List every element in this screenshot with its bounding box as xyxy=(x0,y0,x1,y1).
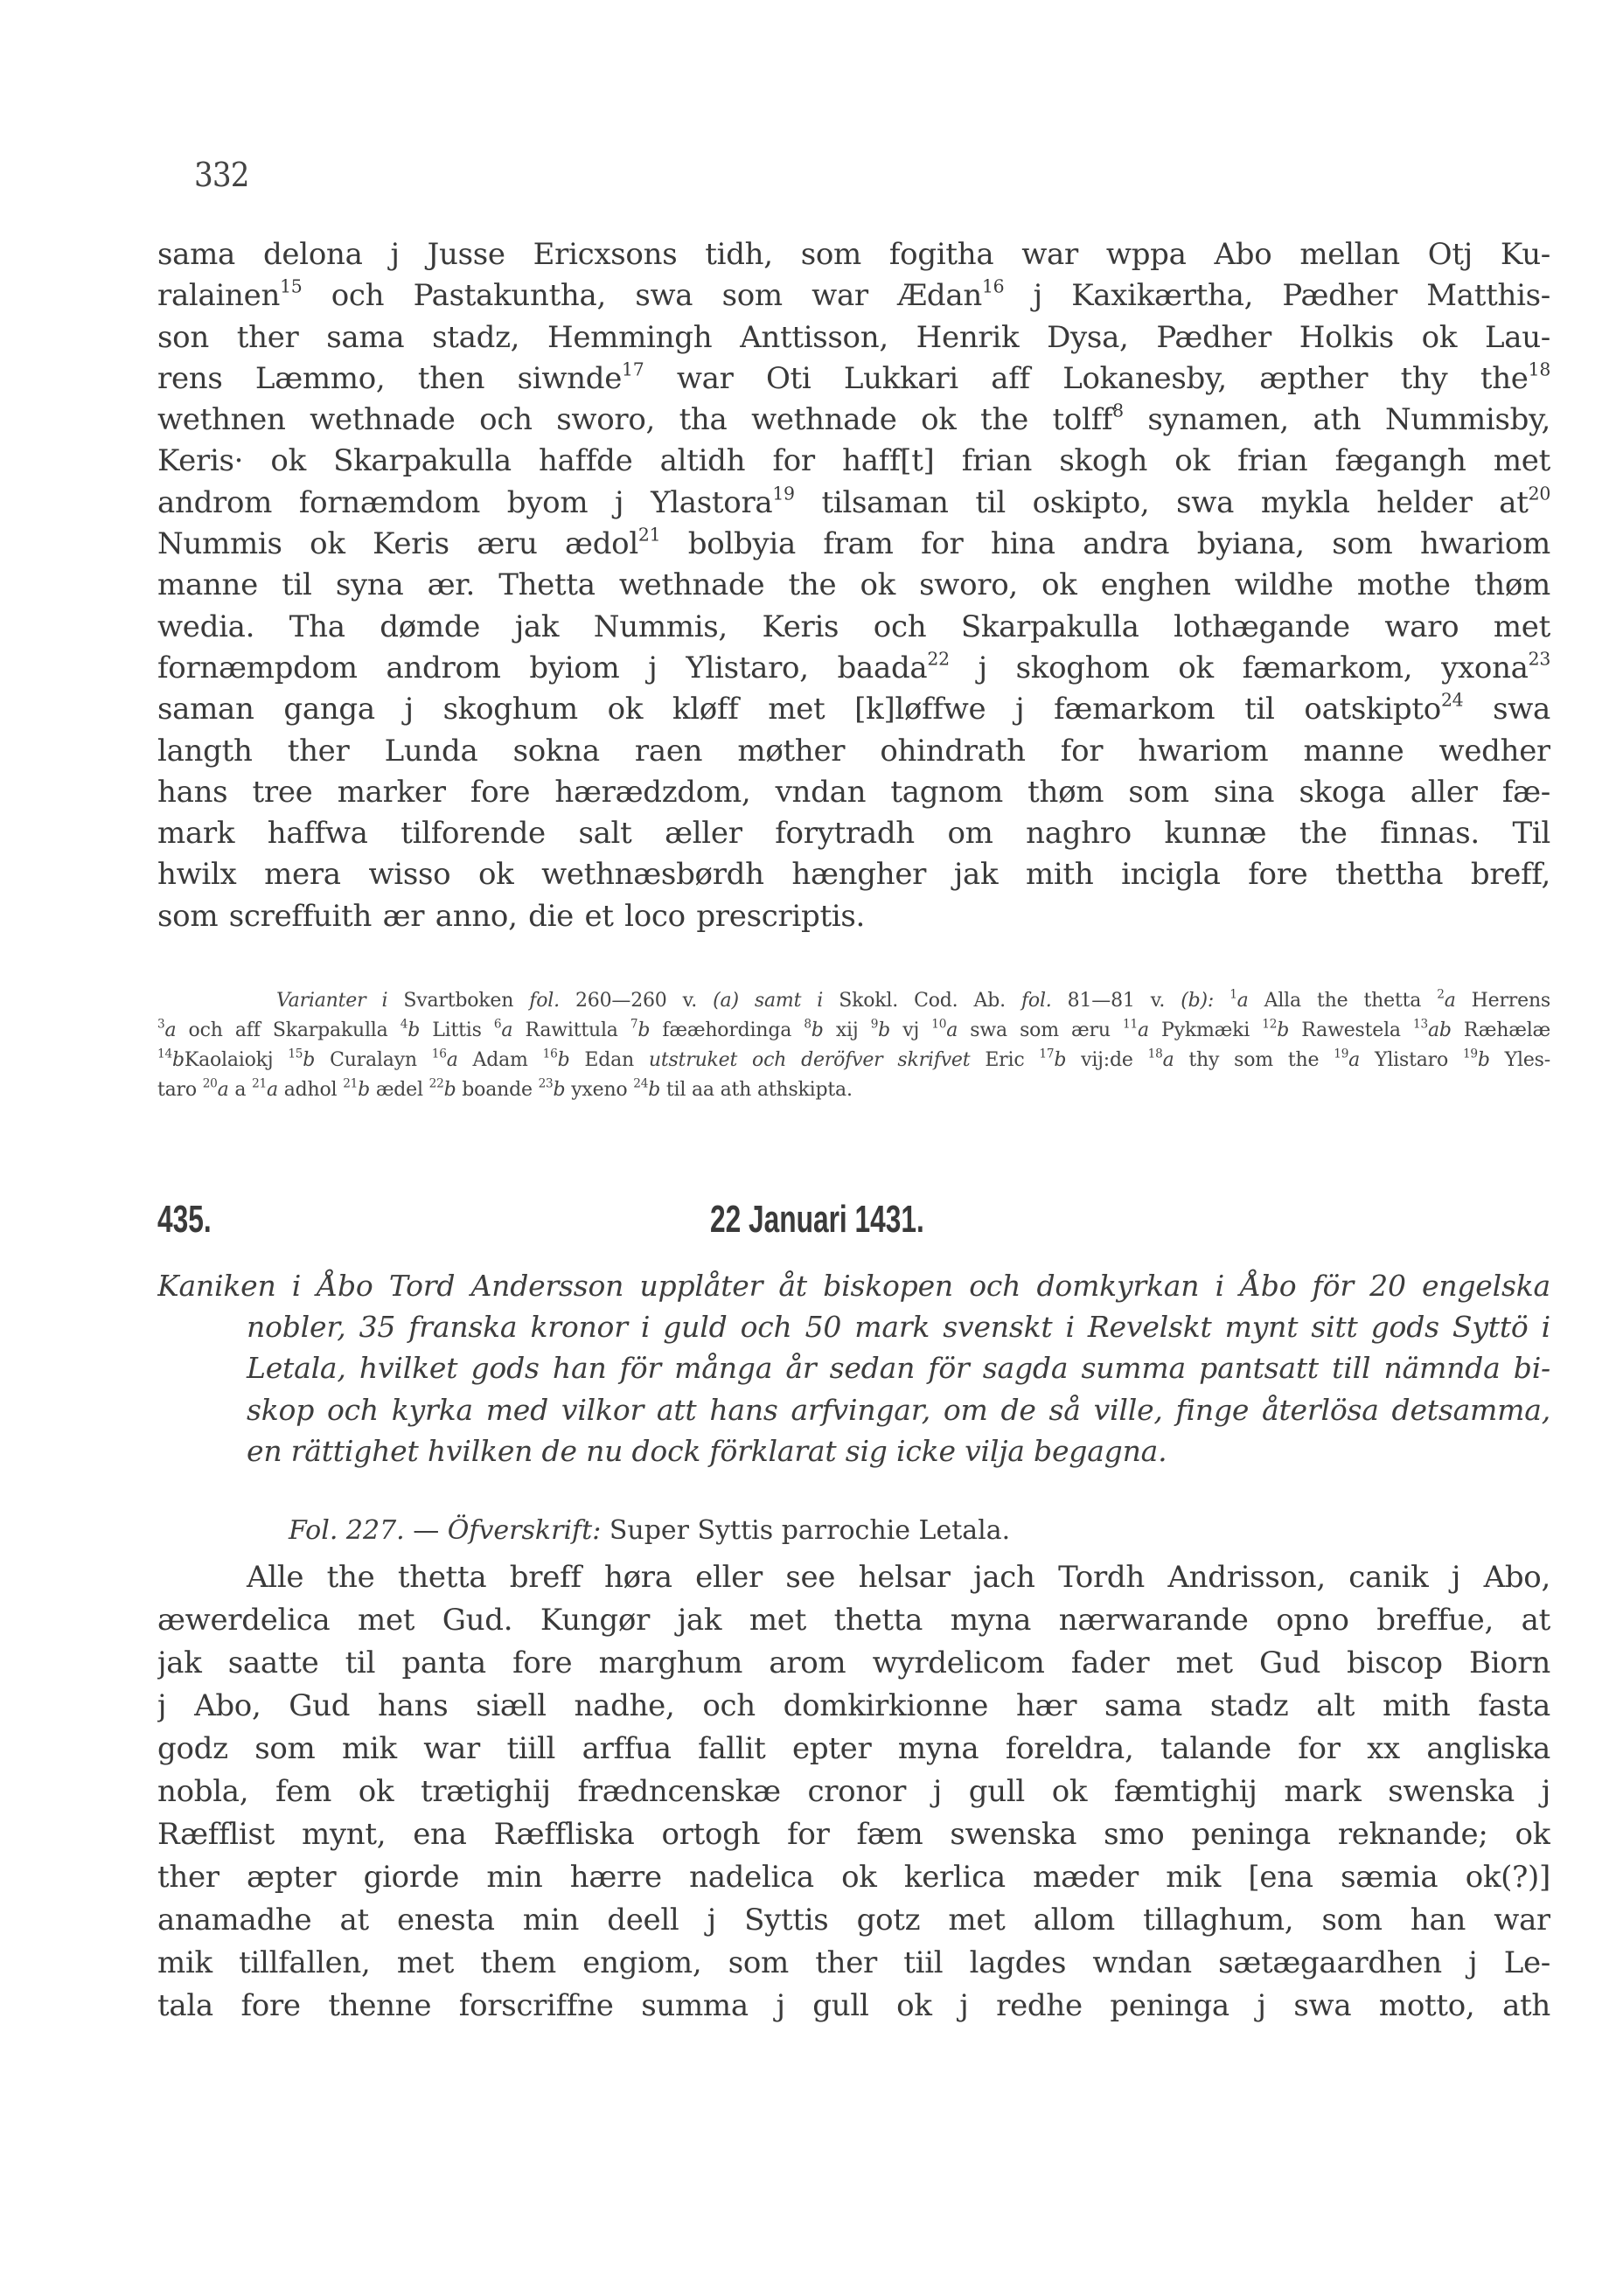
text-segment: 260—260 v. xyxy=(559,990,714,1012)
footnote-marker: 19 xyxy=(1462,1047,1478,1061)
italic-text: fol. xyxy=(529,990,560,1012)
footnote-marker: 16 xyxy=(542,1047,558,1061)
text-segment: Ræhælæ xyxy=(1451,1019,1550,1041)
italic-text: a xyxy=(1236,990,1249,1012)
folio-dash: — xyxy=(404,1515,448,1546)
footnote-marker: 17 xyxy=(1039,1047,1055,1061)
text-segment: taro xyxy=(157,1079,203,1101)
text-segment: j Kaxikærtha, Pædher Matthis- xyxy=(1004,278,1550,314)
text-segment: boande xyxy=(456,1079,539,1101)
italic-text: b xyxy=(1054,1049,1067,1071)
text-line: ther æpter giorde min hærre nadelica ok kerlica mæder mik [ena sæmia ok(?)] xyxy=(157,1860,1550,1895)
text-segment: sama delona j Jusse Ericxsons tidh, som fogitha war wppa Abo mellan Otj Ku- xyxy=(157,237,1550,272)
italic-text: b xyxy=(407,1019,421,1041)
text-segment: wedia. Tha dømde jak Nummis, Keris och Skarpakulla lothægande waro met xyxy=(157,609,1550,644)
text-line xyxy=(157,772,1550,813)
italic-text: utstruket och deröfver skrifvet xyxy=(648,1049,971,1071)
italic-text: a xyxy=(267,1079,278,1101)
italic-text: a xyxy=(1162,1049,1174,1071)
italic-text: b xyxy=(811,1019,824,1041)
italic-text: Varianter i xyxy=(276,990,404,1012)
text-segment: Herrens xyxy=(1455,990,1550,1012)
heading-text: Super Syttis parrochie Letala. xyxy=(601,1515,1011,1546)
text-segment: swa som æru xyxy=(958,1019,1123,1041)
footnote-marker: 10 xyxy=(931,1017,947,1032)
text-segment: Rawittula xyxy=(512,1019,630,1041)
italic-text: b xyxy=(358,1079,371,1101)
document-number: 435. xyxy=(157,1198,212,1241)
footnote-marker: 15 xyxy=(288,1047,303,1061)
footnote-marker: 20 xyxy=(1528,483,1550,504)
footnote-marker: 8 xyxy=(1112,400,1124,421)
italic-text: (a) samt i xyxy=(713,990,839,1012)
variant-footnotes xyxy=(157,986,1550,1105)
text-segment: och Pastakuntha, swa som war Ædan xyxy=(302,278,982,314)
italic-text: ab xyxy=(1427,1019,1452,1041)
footnote-marker: 14 xyxy=(157,1047,172,1061)
text-line xyxy=(157,441,1550,482)
text-segment: Skokl. Cod. Ab. xyxy=(839,990,1021,1012)
text-segment: Rawestela xyxy=(1289,1019,1413,1041)
text-segment: yxeno xyxy=(565,1079,634,1101)
footnote-marker: 19 xyxy=(772,483,795,504)
text-line xyxy=(157,986,1550,1016)
text-segment: Pykmæki xyxy=(1148,1019,1263,1041)
summary-line: Kaniken i Åbo Tord Andersson upplåter åt biskopen och domkyrkan i Åbo för 20 engelska xyxy=(157,1269,1550,1303)
text-segment: hans tree marker fore hærædzdom, vndan tagnom thøm som sina skoga aller fæ- xyxy=(157,774,1550,810)
footnote-marker: 20 xyxy=(202,1076,218,1091)
text-line xyxy=(157,689,1550,730)
folio-reference: Fol. 227. xyxy=(289,1515,405,1546)
italic-text: b xyxy=(878,1019,891,1041)
footnote-marker: 8 xyxy=(804,1017,812,1032)
text-line: æwerdelica met Gud. Kungør jak met thetta myna nærwarande opno breffue, at xyxy=(157,1603,1550,1638)
text-line: jak saatte til panta fore marghum arom wyrdelicom fader met Gud biscop Biorn xyxy=(157,1645,1550,1680)
summary-line: nobler, 35 franska kronor i guld och 50 mark svenskt i Revelskt mynt sitt gods Syttö i xyxy=(247,1310,1550,1345)
italic-text: a xyxy=(446,1049,458,1071)
heading-label: Öfverskrift: xyxy=(447,1515,602,1546)
italic-text: a xyxy=(164,1019,177,1041)
italic-text: b xyxy=(1477,1049,1490,1071)
text-segment: 81—81 v. xyxy=(1051,990,1181,1012)
text-line xyxy=(157,524,1550,565)
text-line xyxy=(157,234,1550,275)
text-line xyxy=(157,813,1550,854)
text-segment: Yles- xyxy=(1489,1049,1550,1071)
text-segment: thy som the xyxy=(1174,1049,1334,1071)
text-segment: vij:de xyxy=(1066,1049,1148,1071)
text-segment: rens Læmmo, then siwnde xyxy=(157,360,623,396)
text-segment: Alla the thetta xyxy=(1248,990,1438,1012)
text-segment: langth ther Lunda sokna raen møther ohindrath for hwariom manne wedher xyxy=(157,733,1550,769)
text-segment: mark haffwa tilforende salt æller forytradh om naghro kunnæ the finnas. Til xyxy=(157,816,1550,852)
text-segment: swa xyxy=(1463,692,1550,727)
text-line: nobla, fem ok trætighij frædncenskæ cronor j gull ok fæmtighij mark swenska j xyxy=(157,1774,1550,1809)
italic-text: a xyxy=(217,1079,229,1101)
summary-line: en rättighet hvilken de nu dock förklarat sig icke vilja begagna. xyxy=(247,1433,1167,1468)
text-segment: xij xyxy=(823,1019,871,1041)
text-segment: Kaolaiokj xyxy=(184,1049,289,1071)
text-segment: Edan xyxy=(569,1049,649,1071)
text-segment: Eric xyxy=(970,1049,1040,1071)
text-line xyxy=(157,896,1550,937)
footnote-marker: 17 xyxy=(622,358,644,380)
text-segment: hwilx mera wisso ok wethnæsbørdh hængher jak mith incigla fore thettha breff, xyxy=(157,857,1550,893)
footnote-marker: 19 xyxy=(1334,1047,1349,1061)
folio-reference-line xyxy=(289,1513,1010,1548)
text-line xyxy=(157,854,1550,895)
text-line: mik tillfallen, met them engiom, som ther tiil lagdes wndan sætægaardhen j Le- xyxy=(157,1945,1550,1980)
italic-text: b xyxy=(648,1079,661,1101)
text-segment: Keris· ok Skarpakulla haffde altidh for haff[t] frian skogh ok frian fægangh met xyxy=(157,443,1550,479)
footnote-marker: 1 xyxy=(1229,987,1237,1002)
footnote-marker: 18 xyxy=(1528,358,1550,380)
text-line xyxy=(157,607,1550,648)
footnote-marker: 21 xyxy=(252,1076,268,1091)
italic-text: a xyxy=(946,1019,958,1041)
footnote-marker: 23 xyxy=(538,1076,554,1091)
italic-text: b xyxy=(557,1049,570,1071)
previous-document-text xyxy=(157,234,1550,937)
summary-line: skop och kyrka med vilkor att hans arfvingar, om de så ville, finge återlösa detsamma, xyxy=(247,1392,1550,1427)
footnote-marker: 24 xyxy=(1440,690,1464,711)
document-summary xyxy=(157,1265,1550,1472)
text-segment: Svartboken xyxy=(403,990,530,1012)
italic-text: a xyxy=(501,1019,513,1041)
text-line xyxy=(157,731,1550,772)
text-line xyxy=(157,648,1550,689)
text-segment: manne til syna ær. Thetta wethnade the ok sworo, ok enghen wildhe mothe thøm xyxy=(157,567,1550,603)
footnote-marker: 21 xyxy=(637,524,661,546)
italic-text: fol. xyxy=(1020,990,1052,1012)
footnote-marker: 22 xyxy=(428,1076,444,1091)
text-segment: a xyxy=(228,1079,253,1101)
text-line xyxy=(157,317,1550,358)
document-date: 22 Januari 1431. xyxy=(710,1198,924,1241)
italic-text: b xyxy=(1277,1019,1290,1041)
text-segment: son ther sama stadz, Hemmingh Anttisson, Henrik Dysa, Pædher Holkis ok Lau- xyxy=(157,319,1550,355)
footnote-marker: 2 xyxy=(1437,987,1445,1002)
text-segment: ædel xyxy=(370,1079,429,1101)
summary-line: Letala, hvilket gods han för många år sedan för sagda summa pantsatt till nämnda bi- xyxy=(247,1351,1550,1386)
text-segment: vj xyxy=(890,1019,932,1041)
footnote-marker: 12 xyxy=(1262,1017,1278,1032)
text-line xyxy=(157,1016,1550,1046)
italic-text: b xyxy=(171,1049,185,1071)
text-segment: til aa ath athskipta. xyxy=(660,1079,853,1101)
text-segment: saman ganga j skoghum ok kløff met [k]løffwe j fæmarkom til oatskipto xyxy=(157,692,1441,727)
text-segment: som screffuith ær anno, die et loco prescriptis. xyxy=(157,898,866,934)
footnote-marker: 23 xyxy=(1528,648,1550,670)
text-line xyxy=(157,275,1550,317)
text-line: Ræfflist mynt, ena Ræffliska ortogh for fæm swenska smo peninga reknande; ok xyxy=(157,1817,1550,1852)
italic-text: b xyxy=(303,1049,316,1071)
text-line: tala fore thenne forscriffne summa j gull ok j redhe peninga j swa motto, ath xyxy=(157,1988,1550,2023)
text-segment: fææhordinga xyxy=(650,1019,805,1041)
footnote-marker: 18 xyxy=(1147,1047,1163,1061)
text-segment: adhol xyxy=(277,1079,344,1101)
footnote-marker: 4 xyxy=(400,1017,408,1032)
footnote-marker: 3 xyxy=(157,1017,165,1032)
text-line xyxy=(157,1046,1550,1075)
text-line xyxy=(157,358,1550,400)
footnote-marker: 7 xyxy=(630,1017,638,1032)
text-line xyxy=(157,1075,1550,1105)
text-line: Alle the thetta breff høra eller see helsar jach Tordh Andrisson, canik j Abo, xyxy=(247,1560,1550,1595)
text-segment: och aff Skarpakulla xyxy=(176,1019,401,1041)
footnote-marker: 16 xyxy=(431,1047,447,1061)
footnote-marker: 21 xyxy=(343,1076,359,1091)
text-segment: Littis xyxy=(420,1019,494,1041)
text-segment: war Oti Lukkari aff Lokanesby, æpther thy the xyxy=(644,360,1529,396)
footnote-marker: 6 xyxy=(493,1017,502,1032)
text-segment: ralainen xyxy=(157,278,281,314)
text-segment: Adam xyxy=(457,1049,543,1071)
text-segment: bolbyia fram for hina andra byiana, som hwariom xyxy=(660,526,1550,562)
text-segment: wethnen wethnade och sworo, tha wethnade ok the tolff xyxy=(157,402,1113,438)
text-line xyxy=(157,565,1550,606)
text-segment: Curalayn xyxy=(315,1049,432,1071)
footnote-marker: 11 xyxy=(1123,1017,1138,1032)
text-segment: Ylistaro xyxy=(1360,1049,1463,1071)
text-segment: Nummis ok Keris æru ædol xyxy=(157,526,638,562)
text-segment: j skoghom ok fæmarkom, yxona xyxy=(949,650,1529,685)
text-line: anamadhe at enesta min deell j Syttis gotz met allom tillaghum, som han war xyxy=(157,1903,1550,1938)
text-line: godz som mik war tiill arffua fallit epter myna foreldra, talande for xx angliska xyxy=(157,1731,1550,1766)
footnote-marker: 16 xyxy=(981,276,1005,298)
text-line: j Abo, Gud hans siæll nadhe, och domkirkionne hær sama stadz alt mith fasta xyxy=(157,1688,1550,1723)
page-number: 332 xyxy=(194,156,249,194)
text-segment: synamen, ath Nummisby, xyxy=(1123,402,1550,438)
italic-text: b xyxy=(553,1079,566,1101)
text-segment: tilsaman til oskipto, swa mykla helder at xyxy=(794,484,1529,520)
text-line xyxy=(157,483,1550,524)
text-segment: androm fornæmdom byom j Ylastora xyxy=(157,484,773,520)
text-line xyxy=(157,400,1550,441)
footnote-marker: 13 xyxy=(1413,1017,1428,1032)
footnote-marker: 24 xyxy=(633,1076,649,1091)
text-segment: fornæmpdom androm byiom j Ylistaro, baada xyxy=(157,650,928,685)
italic-text: b xyxy=(443,1079,456,1101)
footnote-marker: 22 xyxy=(927,648,950,670)
document-text xyxy=(157,1556,1550,2028)
italic-text: a xyxy=(1348,1049,1361,1071)
italic-text: a xyxy=(1137,1019,1149,1041)
italic-text: a xyxy=(1444,990,1456,1012)
footnote-marker: 15 xyxy=(280,276,303,298)
italic-text: b xyxy=(637,1019,651,1041)
footnote-marker: 9 xyxy=(870,1017,879,1032)
italic-text: (b): xyxy=(1181,990,1230,1012)
